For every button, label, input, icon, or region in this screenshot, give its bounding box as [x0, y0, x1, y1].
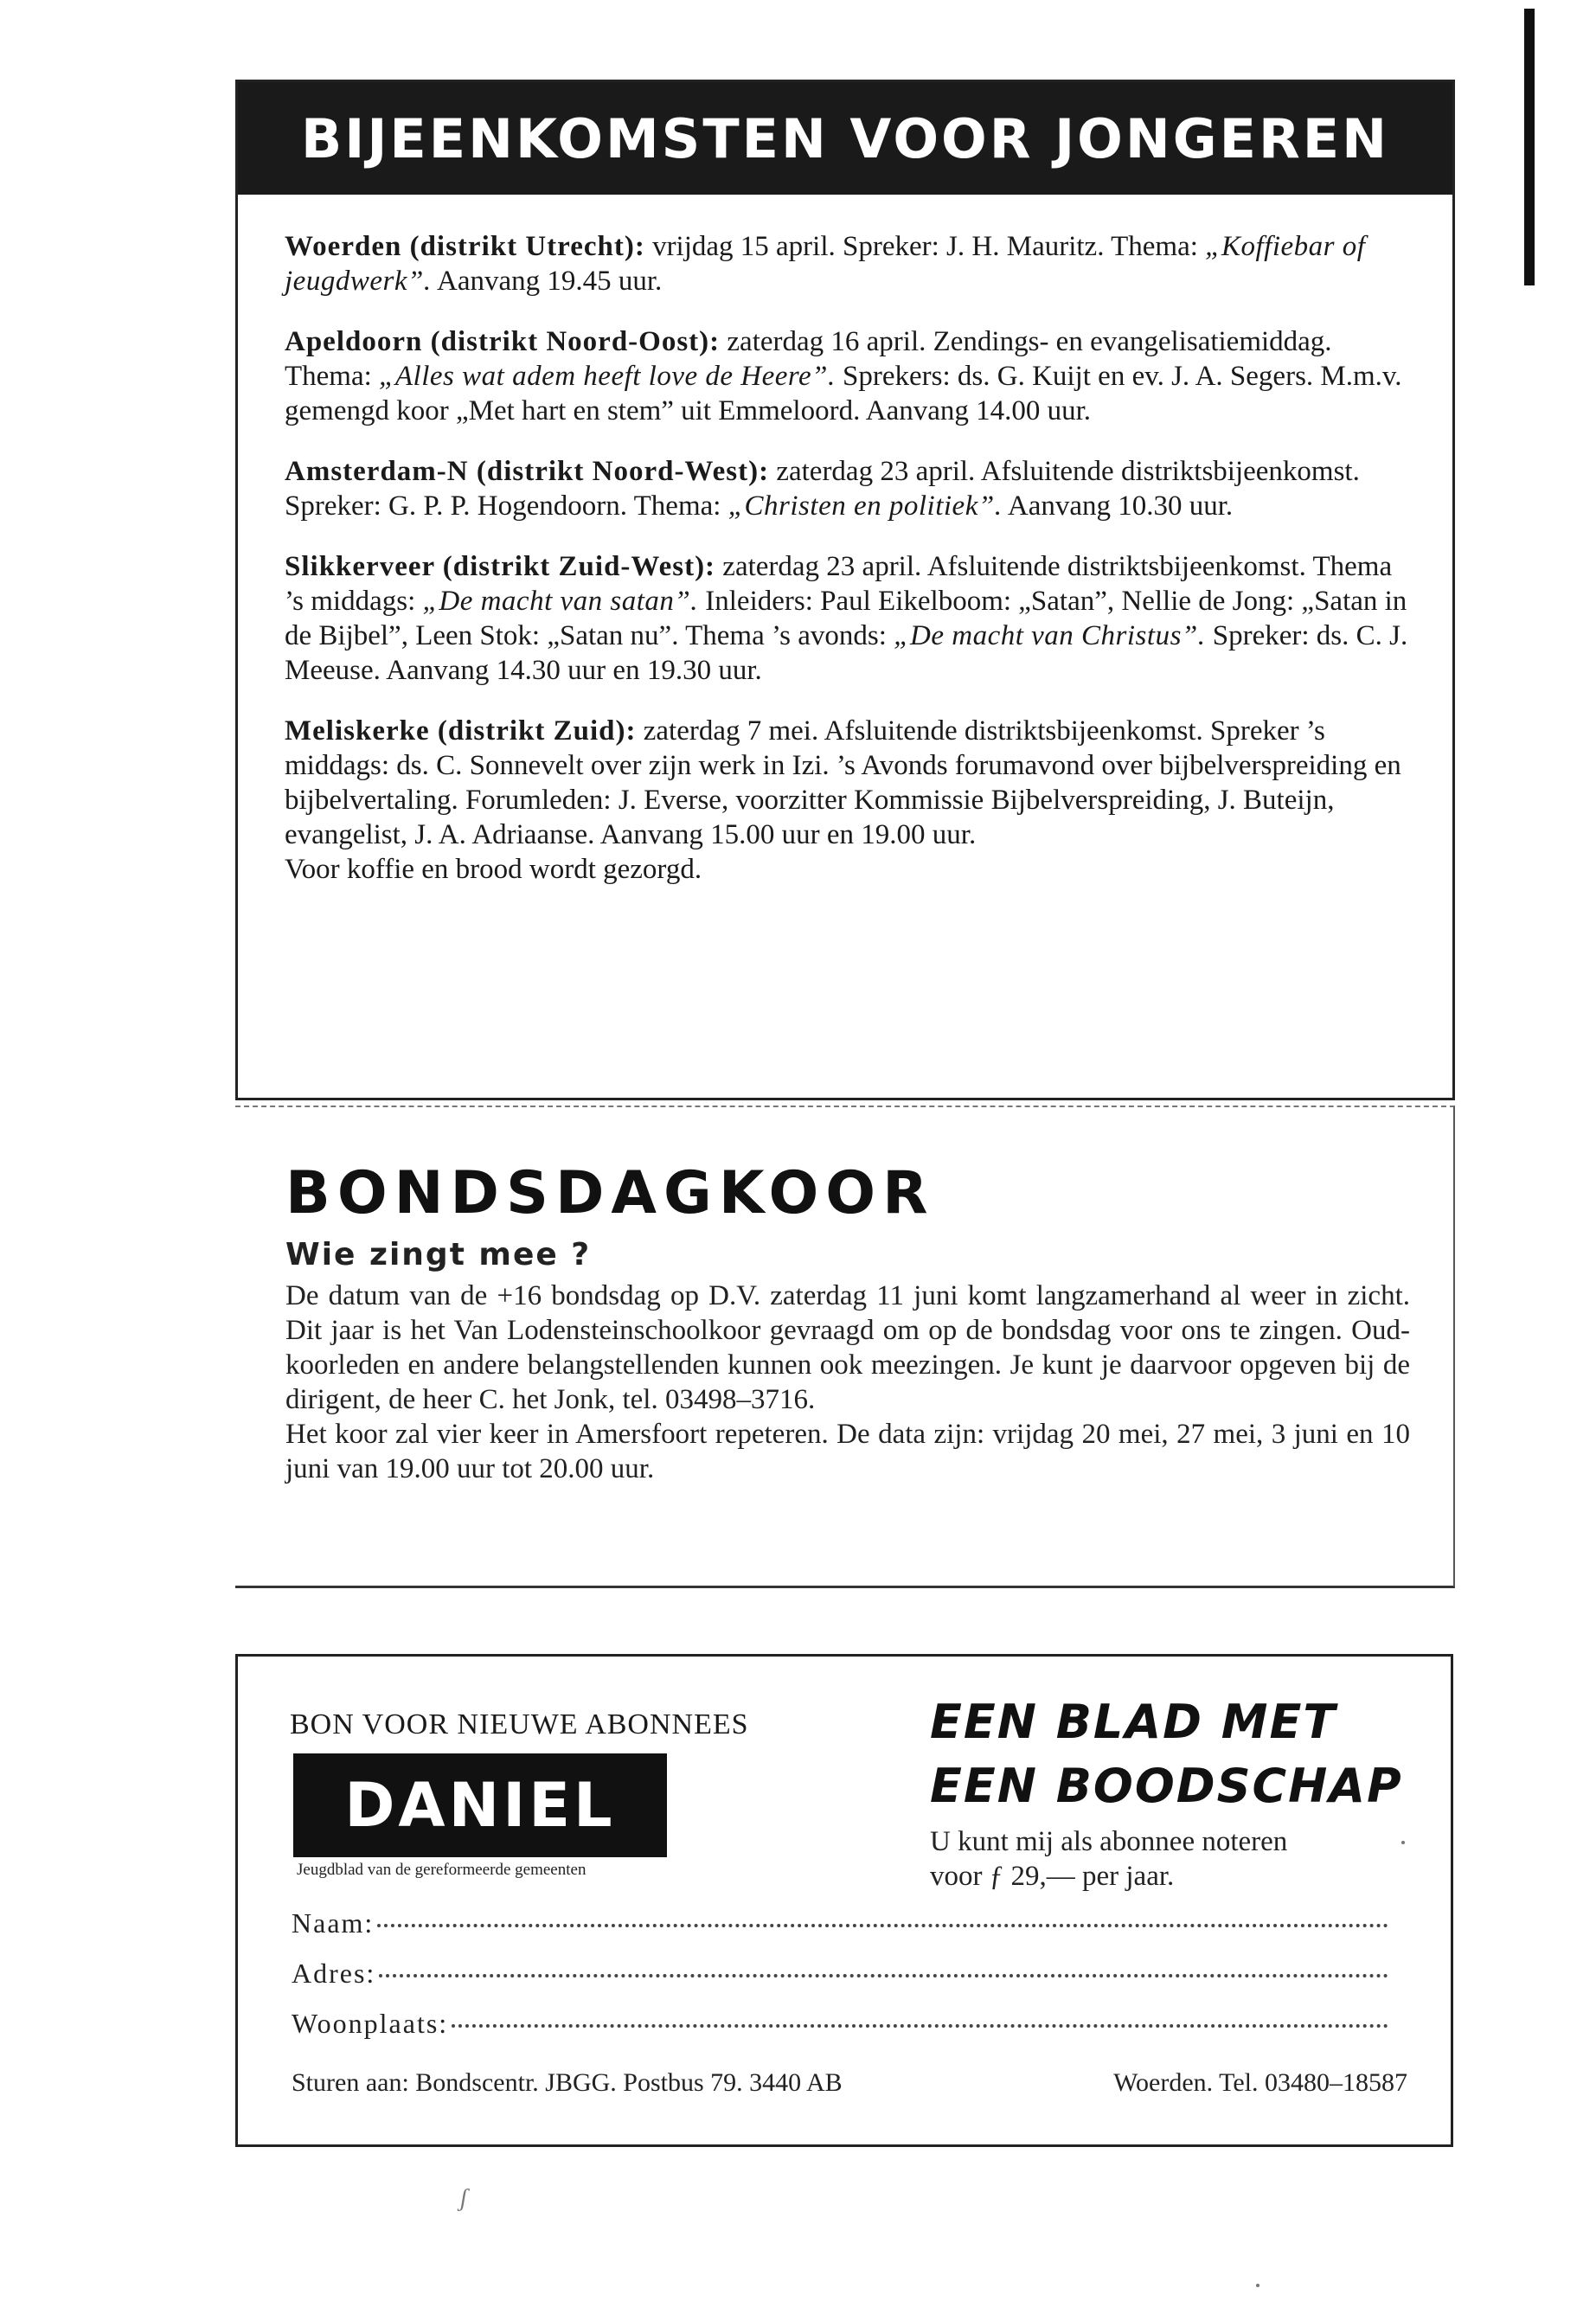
choir-box	[235, 1106, 1455, 1588]
event-meliskerke	[285, 714, 1411, 887]
event-place: Amsterdam-N (distrikt Noord-West):	[285, 456, 770, 487]
address-label: Adres:	[292, 1958, 376, 1989]
send-address: Sturen aan: Bondscentr. JBGG. Postbus 79. 3440 AB	[292, 2068, 843, 2097]
daniel-logo: DANIEL	[293, 1753, 667, 1857]
event-text: zaterdag 23 april. Afsluitende distriktsbijeenkomst. Spreker: G. P. P. Hogendoorn. Thema:	[285, 456, 1360, 522]
event-text: zaterdag 23 april. Afsluitende distriktsbijeenkomst. Thema ’s middags:	[285, 551, 1393, 617]
dotted-line	[452, 2024, 1388, 2028]
event-place: Apeldoorn (distrikt Noord-Oost):	[285, 326, 721, 357]
event-theme: „Alles wat adem heeft love de Heere”.	[379, 361, 836, 392]
send-phone: Woerden. Tel. 03480–18587	[1113, 2068, 1407, 2097]
dotted-line	[377, 1924, 1388, 1927]
send-to-line	[292, 2068, 1407, 2098]
event-theme: „Koffiebar of jeugdwerk”.	[285, 231, 1366, 297]
event-woerden	[285, 229, 1411, 298]
choir-title: BONDSDAGKOOR	[285, 1159, 935, 1227]
choir-body	[285, 1279, 1410, 1486]
dotted-line	[379, 1974, 1388, 1977]
coupon-heading: BON VOOR NIEUWE ABONNEES	[290, 1708, 749, 1740]
subscription-coupon	[235, 1654, 1453, 2147]
event-slikkerveer	[285, 549, 1411, 688]
event-text: zaterdag 16 april. Zendings- en evangelisatiemiddag. Thema:	[285, 326, 1332, 392]
meetings-box	[235, 80, 1455, 1100]
event-place: Slikkerveer (distrikt Zuid-West):	[285, 551, 716, 582]
city-field[interactable]	[292, 2008, 1388, 2040]
event-text: Sprekers: ds. G. Kuijt en ev. J. A. Segers. M.m.v. gemengd koor „Met hart en stem” uit Emmeloord. Aanvang 14.00 uur.	[285, 361, 1402, 426]
slogan-line: EEN BOODSCHAP	[930, 1759, 1403, 1813]
promo-price: voor ƒ 29,— per jaar.	[930, 1861, 1175, 1892]
logo-subtitle: Jeugdblad van de gereformeerde gemeenten	[297, 1861, 586, 1879]
scan-speck	[1401, 1841, 1405, 1844]
event-theme: „Christen en politiek”.	[727, 490, 1003, 522]
event-text: Voor koffie en brood wordt gezorgd.	[285, 854, 702, 885]
event-text: vrijdag 15 april. Spreker: J. H. Mauritz. Thema:	[644, 231, 1206, 262]
choir-paragraph: De datum van de +16 bondsdag op D.V. zaterdag 11 juni komt langzamerhand al weer in zicht. Dit jaar is het Van Lodensteinschoolkoor gevraagd om op de bondsdag voor ons te zingen. Oud-koorleden en andere belangstellenden kunnen ook meezingen. Je kunt je daarvoor opgeven bij de dirigent, de heer C. het Jonk, tel. 03498–3716.	[285, 1280, 1410, 1415]
event-place: Meliskerke (distrikt Zuid):	[285, 715, 637, 747]
page-mark: ʃ	[460, 2185, 468, 2212]
event-text: Inleiders: Paul Eikelboom: „Satan”, Nellie de Jong: „Satan in de Bijbel”, Leen Stok: „Satan nu”. Thema ’s avonds:	[285, 586, 1407, 651]
name-label: Naam:	[292, 1907, 375, 1939]
address-field[interactable]	[292, 1958, 1388, 1990]
slogan-line: EEN BLAD MET	[930, 1695, 1337, 1749]
events-list	[238, 195, 1452, 887]
name-field[interactable]	[292, 1907, 1388, 1939]
event-place: Woerden (distrikt Utrecht):	[285, 231, 645, 262]
event-theme: „De macht van satan”.	[422, 586, 699, 617]
event-text: Aanvang 19.45 uur.	[431, 266, 663, 297]
meetings-banner: BIJEENKOMSTEN VOOR JONGEREN	[238, 82, 1452, 195]
event-theme: „De macht van Christus”.	[894, 620, 1206, 651]
scan-speck	[1256, 2284, 1259, 2287]
choir-subtitle: Wie zingt mee ?	[285, 1237, 592, 1272]
event-text: zaterdag 7 mei. Afsluitende distriktsbijeenkomst. Spreker ’s middags: ds. C. Sonnevelt over zijn werk in Izi. ’s Avonds forumavond over bijbelverspreiding en bijbelvertaling. Forumleden: J. Everse, voorzitter Kommissie Bijbelverspreiding, J. Buteijn, evangelist, J. A. Adriaanse. Aanvang 15.00 uur en 19.00 uur.	[285, 715, 1401, 850]
choir-paragraph: Het koor zal vier keer in Amersfoort repeteren. De data zijn: vrijdag 20 mei, 27 mei, 3 juni en 10 juni van 19.00 uur tot 20.00 uur.	[285, 1419, 1410, 1484]
event-apeldoorn	[285, 324, 1411, 428]
promo-text: U kunt mij als abonnee noteren	[930, 1826, 1288, 1857]
page-edge-bar	[1524, 9, 1535, 285]
event-text: Spreker: ds. C. J. Meeuse. Aanvang 14.30 uur en 19.30 uur.	[285, 620, 1408, 686]
event-text: Aanvang 10.30 uur.	[1002, 490, 1234, 522]
city-label: Woonplaats:	[292, 2008, 449, 2039]
event-amsterdam	[285, 454, 1411, 523]
